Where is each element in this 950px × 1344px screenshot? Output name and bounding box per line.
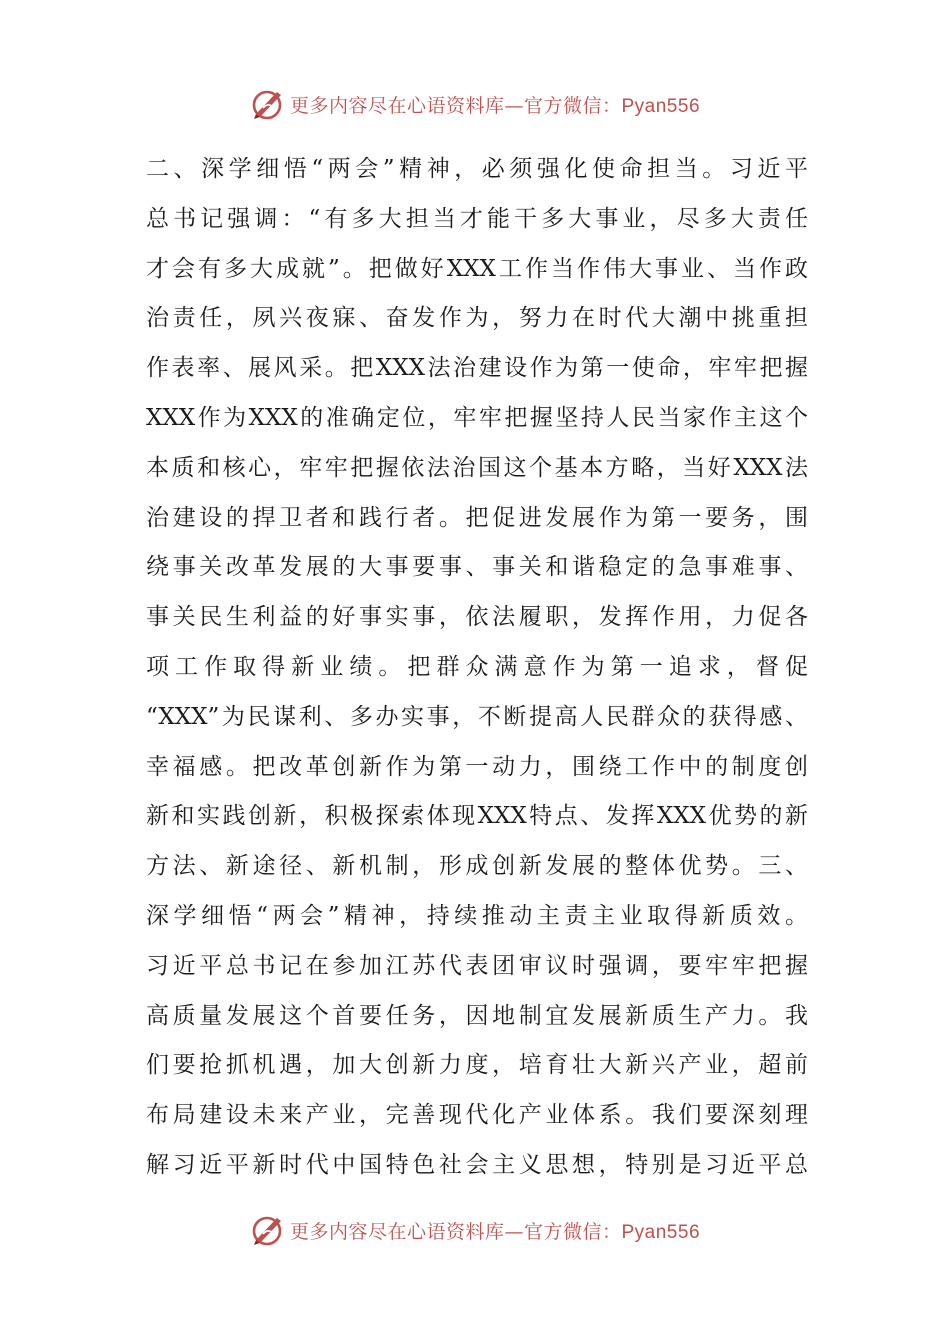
- footer-wechat-id: Pyan556: [621, 1221, 701, 1243]
- footer-banner-text: [290, 1217, 700, 1244]
- body-line: 布局建设未来产业，完善现代化产业体系。我们要深刻理: [146, 1102, 808, 1129]
- document-body: [146, 145, 808, 1191]
- body-line: 治责任，夙兴夜寐、奋发作为，努力在时代大潮中挑重担: [146, 305, 808, 332]
- header-banner-label: 更多内容尽在心语资料库—官方微信：: [289, 94, 622, 117]
- body-line: 新和实践创新，积极探索体现XXX特点、发挥XXX优势的新: [146, 803, 808, 830]
- body-line: 二、深学细悟“两会”精神，必须强化使命担当。习近平: [146, 156, 808, 182]
- footer-banner-label: 更多内容尽在心语资料库—官方微信：: [289, 1220, 622, 1243]
- header-banner: [0, 84, 950, 124]
- body-line: XXX作为XXX的准确定位，牢牢把握坚持人民当家作主这个: [146, 404, 808, 431]
- header-wechat-id: Pyan556: [621, 95, 701, 117]
- pen-circle-logo-icon: [250, 86, 286, 122]
- body-line: 们要抢抓机遇，加大创新力度，培育壮大新兴产业，超前: [146, 1052, 808, 1079]
- body-line: 高质量发展这个首要任务，因地制宜发展新质生产力。我: [146, 1002, 808, 1029]
- body-line: 事关民生利益的好事实事，依法履职，发挥作用，力促各: [146, 604, 808, 631]
- header-banner-text: [290, 91, 700, 118]
- body-line: 才会有多大成就”。把做好XXX工作当作伟大事业、当作政: [146, 255, 808, 282]
- body-line: 总书记强调：“有多大担当才能干多大事业，尽多大责任: [146, 205, 808, 232]
- body-line: 作表率、展风采。把XXX法治建设作为第一使命，牢牢把握: [146, 355, 808, 382]
- body-line: “XXX”为民谋利、多办实事，不断提高人民群众的获得感、: [146, 703, 808, 730]
- body-line: 幸福感。把改革创新作为第一动力，围绕工作中的制度创: [146, 753, 808, 780]
- body-line: 方法、新途径、新机制，形成创新发展的整体优势。三、: [146, 853, 808, 880]
- footer-banner: [0, 1210, 950, 1250]
- body-line: 解习近平新时代中国特色社会主义思想，特别是习近平总: [146, 1151, 808, 1178]
- body-line: 习近平总书记在参加江苏代表团审议时强调，要牢牢把握: [146, 952, 808, 979]
- body-line: 治建设的捍卫者和践行者。把促进发展作为第一要务，围: [146, 504, 808, 531]
- body-line: 深学细悟“两会”精神，持续推动主责主业取得新质效。: [146, 902, 808, 929]
- body-line: 本质和核心，牢牢把握依法治国这个基本方略，当好XXX法: [146, 454, 808, 481]
- pen-circle-logo-icon: [250, 1212, 286, 1248]
- body-line: 项工作取得新业绩。把群众满意作为第一追求，督促: [146, 653, 808, 680]
- body-line: 绕事关改革发展的大事要事、事关和谐稳定的急事难事、: [146, 554, 808, 581]
